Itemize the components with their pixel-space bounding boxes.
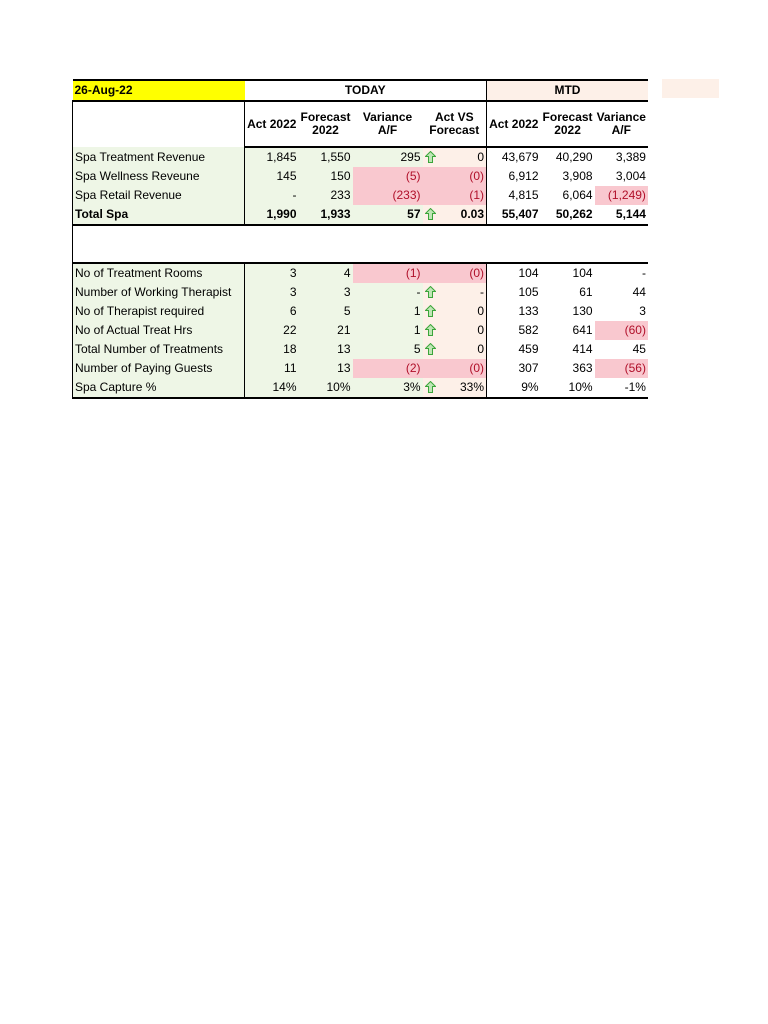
forecast-value: 13	[299, 340, 353, 359]
row-label: Spa Capture %	[73, 378, 245, 398]
spa-capture-row	[73, 378, 648, 398]
act-vs-forecast-cell	[423, 340, 487, 359]
forecast-value: 5	[299, 302, 353, 321]
ops-row	[73, 263, 648, 283]
act-vs-forecast-cell	[423, 205, 487, 225]
row-label: Total Number of Treatments	[73, 340, 245, 359]
variance-value: (1)	[353, 263, 423, 283]
total-spa-row	[73, 205, 648, 225]
row-label: No of Therapist required	[73, 302, 245, 321]
forecast-value: 150	[299, 167, 353, 186]
mtd-forecast-value: 50,262	[541, 205, 595, 225]
ops-row	[73, 321, 648, 340]
spa-report-sheet	[72, 79, 648, 399]
variance-value: (2)	[353, 359, 423, 378]
row-label: Number of Paying Guests	[73, 359, 245, 378]
mtd-forecast-value: 104	[572, 266, 593, 280]
ops-row	[73, 302, 648, 321]
forecast-value: 10%	[299, 378, 353, 398]
row-label: Number of Working Therapist	[73, 283, 245, 302]
mtd-forecast-value: 40,290	[555, 150, 593, 164]
row-label: Total Spa	[73, 205, 245, 225]
forecast-value: 1,550	[299, 147, 353, 167]
variance-value: (5)	[353, 167, 423, 186]
mtd-variance-value: 3,004	[615, 169, 646, 183]
mtd-forecast-value: 10%	[541, 378, 595, 398]
variance-value: 1	[353, 321, 423, 340]
act-vs-forecast-value: 33%	[460, 380, 485, 394]
act-vs-forecast-value: (1)	[469, 188, 485, 202]
act-value: 18	[245, 340, 299, 359]
mtd-variance-value: (56)	[595, 359, 648, 378]
mtd-forecast-value: 363	[572, 361, 593, 375]
mtd-header: MTD	[487, 80, 648, 101]
revenue-row	[73, 167, 648, 186]
act-vs-forecast-cell	[423, 378, 487, 398]
act-vs-forecast-value: 0.03	[460, 207, 485, 221]
variance-value: (233)	[353, 186, 423, 205]
act-value: 22	[245, 321, 299, 340]
mtd-act-value: 307	[518, 361, 539, 375]
spacer-cell	[245, 225, 299, 263]
act-vs-forecast-value: (0)	[469, 361, 485, 375]
header-row-1	[73, 80, 648, 101]
up-arrow-icon	[425, 381, 436, 393]
mtd-act-value: 582	[518, 323, 539, 337]
spacer-cell	[541, 225, 595, 263]
variance-value: 57	[353, 205, 423, 225]
row-label: Spa Retail Revenue	[73, 186, 245, 205]
up-arrow-icon	[425, 324, 436, 336]
variance-value: -	[353, 283, 423, 302]
row-label: No of Actual Treat Hrs	[73, 321, 245, 340]
col-mtd-forecast: Forecast 2022	[541, 101, 595, 147]
act-vs-forecast-value: (0)	[469, 266, 485, 280]
forecast-value: 1,933	[299, 205, 353, 225]
col-act-vs: Act VS Forecast	[423, 101, 487, 147]
row-label: Spa Wellness Reveune	[73, 167, 245, 186]
forecast-value: 13	[299, 359, 353, 378]
mtd-act-value: 105	[518, 285, 539, 299]
act-value: 145	[245, 167, 299, 186]
mtd-variance-value: (60)	[595, 321, 648, 340]
header-label-blank	[73, 101, 245, 147]
revenue-row	[73, 147, 648, 167]
act-value: 3	[245, 263, 299, 283]
col-mtd-act: Act 2022	[487, 101, 541, 147]
header-fill-extension	[662, 79, 719, 98]
mtd-act-value: 459	[518, 342, 539, 356]
mtd-act-value: 133	[518, 304, 539, 318]
ops-row	[73, 283, 648, 302]
act-vs-forecast-value: -	[480, 285, 485, 299]
mtd-act-value: 9%	[487, 378, 541, 398]
act-vs-forecast-value: 0	[477, 323, 485, 337]
col-variance: Variance A/F	[353, 101, 423, 147]
row-label: No of Treatment Rooms	[73, 263, 245, 283]
forecast-value: 21	[299, 321, 353, 340]
spacer-cell	[299, 225, 353, 263]
mtd-act-value: 43,679	[501, 150, 539, 164]
col-mtd-variance: Variance A/F	[595, 101, 648, 147]
forecast-value: 3	[299, 283, 353, 302]
act-vs-forecast-cell	[423, 186, 487, 205]
spacer-cell	[595, 225, 648, 263]
act-vs-forecast-cell	[423, 359, 487, 378]
act-vs-forecast-value: 0	[477, 304, 485, 318]
act-value: -	[245, 186, 299, 205]
spacer-cell	[353, 225, 423, 263]
act-vs-forecast-cell	[423, 283, 487, 302]
up-arrow-icon	[425, 305, 436, 317]
mtd-variance-value: 5,144	[595, 205, 648, 225]
spa-report-table	[72, 79, 648, 399]
ops-row	[73, 340, 648, 359]
mtd-variance-value: 45	[632, 342, 646, 356]
mtd-forecast-value: 414	[572, 342, 593, 356]
act-value: 11	[245, 359, 299, 378]
act-vs-forecast-cell	[423, 147, 487, 167]
spacer-row	[73, 225, 648, 263]
mtd-variance-value: 3,389	[615, 150, 646, 164]
mtd-variance-value: -1%	[595, 378, 648, 398]
spacer-cell	[423, 225, 487, 263]
up-arrow-icon	[425, 208, 436, 220]
mtd-act-value: 55,407	[487, 205, 541, 225]
mtd-forecast-value: 130	[572, 304, 593, 318]
report-date: 26-Aug-22	[73, 80, 245, 101]
act-value: 3	[245, 283, 299, 302]
forecast-value: 233	[299, 186, 353, 205]
mtd-forecast-value: 61	[579, 285, 593, 299]
spacer-cell	[73, 225, 245, 263]
act-vs-forecast-cell	[423, 302, 487, 321]
col-act: Act 2022	[245, 101, 299, 147]
up-arrow-icon	[425, 343, 436, 355]
act-value: 6	[245, 302, 299, 321]
up-arrow-icon	[425, 151, 436, 163]
mtd-act-value: 6,912	[508, 169, 539, 183]
forecast-value: 4	[299, 263, 353, 283]
variance-value: 295	[353, 147, 423, 167]
act-vs-forecast-cell	[423, 263, 487, 283]
act-value: 14%	[245, 378, 299, 398]
revenue-row	[73, 186, 648, 205]
header-row-2	[73, 101, 648, 147]
row-label: Spa Treatment Revenue	[73, 147, 245, 167]
ops-row	[73, 359, 648, 378]
mtd-variance-value: 44	[632, 285, 646, 299]
col-forecast: Forecast 2022	[299, 101, 353, 147]
variance-value: 1	[353, 302, 423, 321]
variance-value: 5	[353, 340, 423, 359]
today-header: TODAY	[245, 80, 487, 101]
mtd-forecast-value: 3,908	[562, 169, 593, 183]
act-vs-forecast-cell	[423, 167, 487, 186]
act-vs-forecast-cell	[423, 321, 487, 340]
mtd-variance-value: (1,249)	[595, 186, 648, 205]
mtd-forecast-value: 6,064	[562, 188, 593, 202]
up-arrow-icon	[425, 286, 436, 298]
mtd-variance-value: -	[641, 266, 646, 280]
act-vs-forecast-value: 0	[477, 150, 485, 164]
mtd-act-value: 104	[518, 266, 539, 280]
act-vs-forecast-value: (0)	[469, 169, 485, 183]
mtd-forecast-value: 641	[572, 323, 593, 337]
spacer-cell	[487, 225, 541, 263]
act-value: 1,990	[245, 205, 299, 225]
mtd-act-value: 4,815	[508, 188, 539, 202]
variance-value: 3%	[353, 378, 423, 398]
act-vs-forecast-value: 0	[477, 342, 485, 356]
mtd-variance-value: 3	[639, 304, 646, 318]
act-value: 1,845	[245, 147, 299, 167]
